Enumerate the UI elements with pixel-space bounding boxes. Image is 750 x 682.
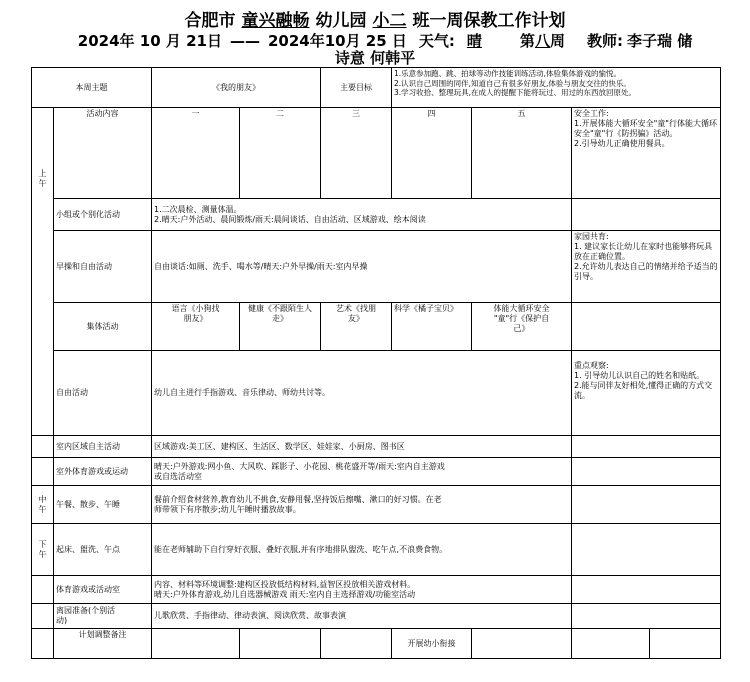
free-activity-row — [32, 351, 721, 436]
week-suffix: 周 — [549, 32, 565, 50]
plan-title-text: 班一周保教工作计划 — [412, 11, 566, 31]
leave-label: 离园准备(个别活 动) — [54, 604, 152, 629]
group-day2: 健康《不跟陌生人 走》 — [240, 303, 321, 351]
activity-header-row — [32, 108, 721, 199]
wake-text: 能在老师辅助下自行穿好衣服、叠好衣服,并有序地排队盥洗、吃午点,不浪费食物。 — [152, 524, 572, 576]
week-number: 八 — [534, 32, 550, 50]
adjust-cell-3 — [321, 629, 392, 659]
col-day3: 三 — [321, 108, 392, 199]
adjust-text: 开展幼小衔接 — [392, 629, 472, 659]
morning-text: 自由谈话:如厕、洗手、喝水等/晴天:户外早操/雨天:室内早操 — [152, 231, 572, 303]
outdoor-note — [572, 458, 721, 486]
goals-text: 1.乐意参加跑、跳、拍球等动作技能训练活动,体验集体游戏的愉悦。 2.认识自己周围的同伴,知道自己有很多好朋友,体验与朋友交往的快乐。 3.学习收拾、整理玩具,在成人的提醒下能将玩过、用过的东西放回原处。 — [392, 68, 721, 108]
teachers-line2: 诗意 何韩平 — [334, 49, 416, 67]
group-label: 集体活动 — [54, 303, 152, 351]
col-day5: 五 — [472, 108, 572, 199]
indoor-label: 室内区域自主活动 — [54, 436, 152, 458]
lunch-row — [32, 486, 721, 524]
leave-row — [32, 604, 721, 629]
indoor-side — [32, 436, 54, 458]
indoor-note — [572, 436, 721, 458]
group-day4: 科学《橘子宝贝》 — [392, 303, 472, 351]
theme-label: 本周主题 — [32, 68, 152, 108]
indoor-row — [32, 436, 721, 458]
leave-side — [32, 604, 54, 629]
pe-side — [32, 576, 54, 604]
weather-value: 晴 — [466, 32, 482, 50]
weather-label: 天气: — [418, 32, 455, 50]
pe-label: 体育游戏或活动室 — [54, 576, 152, 604]
plan-title-line3 — [0, 47, 750, 68]
col-day4: 四 — [392, 108, 472, 199]
adjust-label: 计划调整备注 — [54, 629, 152, 659]
pe-row — [32, 576, 721, 604]
group-activity-row — [32, 303, 721, 351]
date-dash: —— — [229, 32, 260, 50]
col-day2: 二 — [240, 108, 321, 199]
adjust-cell-1 — [152, 629, 240, 659]
teacher-label: 教师: — [586, 32, 623, 50]
weekly-plan-table — [31, 67, 721, 659]
outdoor-row — [32, 458, 721, 486]
outdoor-side — [32, 458, 54, 486]
theme-row — [32, 68, 721, 108]
morning-row — [32, 231, 721, 303]
outdoor-text: 晴天:户外游戏:网小鱼、大风吹、踩影子、小花园、桃花盛开等/雨天:室内自主游戏 或自选活动室 — [152, 458, 572, 486]
free-text: 幼儿自主进行手指游戏、音乐律动、师幼共讨等。 — [152, 351, 572, 436]
group-day1: 语言《小狗找 朋友》 — [152, 303, 240, 351]
teachers-line1: 李子瑞 储 — [626, 32, 693, 50]
adjust-cell-7 — [650, 629, 721, 659]
group-day3: 艺术《找朋 友》 — [321, 303, 392, 351]
date-to: 2024年10月 25 日 — [267, 32, 407, 50]
week-prefix: 第 — [519, 32, 535, 50]
adjust-row — [32, 629, 721, 659]
adjust-cell-5 — [472, 629, 572, 659]
leave-text: 儿歌欣赏、手指律动、律动表演、阅读欣赏、故事表演 — [152, 604, 572, 629]
family-note: 家园共育: 1. 建议家长让幼儿在家时也能够将玩具放在正确位置。 2.允许幼儿表达自己的情绪并给予适当的引导。 — [572, 231, 721, 303]
adjust-cell-6 — [572, 629, 650, 659]
theme-value: 《我的朋友》 — [152, 68, 321, 108]
adjust-side — [32, 629, 54, 659]
wake-row — [32, 524, 721, 576]
leave-note — [572, 604, 721, 629]
kindergarten-text: 幼儿园 — [315, 11, 367, 31]
lunch-text: 餐前介绍食材营养,教育幼儿不挑食,安静用餐,坚持饭后擦嘴、漱口的好习惯。在老 师带领下有序散步;幼儿午睡时播放故事。 — [152, 486, 572, 524]
wake-note — [572, 524, 721, 576]
section-am: 上 午 — [32, 108, 54, 436]
small-group-label: 小组或个别化活动 — [54, 199, 152, 231]
lunch-note — [572, 486, 721, 524]
small-group-text: 1.二次晨检、测量体温。 2.晴天:户外活动、晨间锻炼/雨天:晨间谈话、自由活动、区域游戏、绘本阅读 — [152, 199, 572, 231]
indoor-text: 区域游戏:美工区、建构区、生活区、数学区、娃娃家、小厨房、图书区 — [152, 436, 572, 458]
plan-title-line1 — [0, 6, 750, 31]
small-group-note — [572, 199, 721, 231]
wake-label: 起床、盥洗、午点 — [54, 524, 152, 576]
section-noon: 中 午 — [32, 486, 54, 524]
free-label: 自由活动 — [54, 351, 152, 436]
school-name: 童兴融畅 — [241, 11, 310, 31]
pe-text: 内容、材料等环境调整:建构区投放低结构材料,益智区投放相关游戏材料。 晴天:户外体育游戏,幼儿自选器械游戏 雨天:室内自主选择游戏/功能室活动 — [152, 576, 572, 604]
morning-label: 早操和自由活动 — [54, 231, 152, 303]
goal-label: 主要目标 — [321, 68, 392, 108]
lunch-label: 午餐、散步、午睡 — [54, 486, 152, 524]
date-from: 2024年 10 月 21日 — [77, 32, 222, 50]
group-day5: 体能大循环安全 "童"行《保护自 己》 — [472, 303, 572, 351]
col-day1: 一 — [152, 108, 240, 199]
section-pm: 下 午 — [32, 524, 54, 576]
class-name: 小二 — [372, 11, 407, 31]
group-note — [572, 303, 721, 351]
col-activity: 活动内容 — [54, 108, 152, 199]
adjust-cell-2 — [240, 629, 321, 659]
small-group-row — [32, 199, 721, 231]
outdoor-label: 室外体育游戏或运动 — [54, 458, 152, 486]
city-text: 合肥市 — [184, 11, 236, 31]
observe-note: 重点观察: 1. 引导幼儿认识自己的姓名和贴纸。 2.能与同伴友好相处,懂得正确的方式交流。 — [572, 351, 721, 436]
pe-note — [572, 576, 721, 604]
safety-note: 安全工作: 1.开展体能大循环安全"童"行体能大循环安全"童"行《防拐骗》活动。 2.引导幼儿正确使用餐具。 — [572, 108, 721, 199]
